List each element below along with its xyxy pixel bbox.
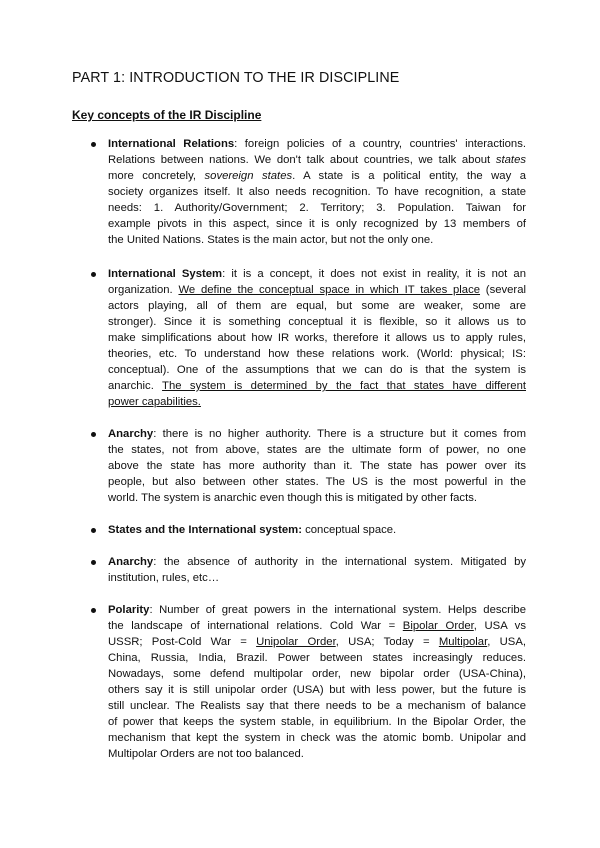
text-line	[108, 714, 526, 730]
text-segment: world. The system is anarchic even though this is mitigated by other facts.	[108, 492, 477, 504]
text-segment: sovereign states	[204, 170, 293, 182]
term-label: International Relations	[108, 138, 235, 150]
page-title: PART 1: INTRODUCTION TO THE IR DISCIPLINE	[72, 70, 400, 86]
text-segment: actors playing, all of them are equal, but some are weaker, some are	[108, 300, 526, 312]
list-item	[108, 602, 526, 762]
text-segment: people, but also between other states. The US is the most powerful in the	[108, 476, 526, 488]
text-segment: the landscape of international relations. Cold War =	[108, 620, 403, 632]
text-line	[108, 168, 526, 184]
text-segment: the states, not from above, states are the ultimate form of power, no one	[108, 444, 526, 456]
text-segment: society organizes itself. It also needs recognition. To have recognition, a state	[108, 186, 526, 198]
text-line	[108, 666, 526, 682]
text-segment: (several	[480, 284, 526, 296]
text-segment: . A state is a political entity, the way a	[292, 170, 526, 182]
text-line	[108, 152, 526, 168]
text-segment: make simplifications about how IR works, therefore it allows us to apply rules,	[108, 332, 526, 344]
text-line	[108, 634, 526, 650]
list-item	[108, 554, 526, 586]
text-segment: the United Nations. States is the main actor, but not the only one.	[108, 234, 434, 246]
text-line	[108, 458, 526, 474]
text-segment: We define the conceptual space in which IT takes place	[178, 284, 481, 296]
text-segment: Multipolar Orders are not too balanced.	[108, 748, 304, 760]
text-line	[108, 298, 526, 314]
text-segment: , USA,	[487, 636, 526, 648]
text-segment: : there is no higher authority. There is a structure but it comes from	[153, 428, 526, 440]
list-item	[108, 136, 526, 248]
text-segment: USSR; Post-Cold War =	[108, 636, 257, 648]
text-line	[108, 490, 526, 506]
text-line	[108, 232, 526, 248]
text-segment: Nowadays, some defend multipolar order, new bipolar order (USA-China),	[108, 668, 526, 680]
bullet-icon	[91, 432, 96, 437]
text-segment: : foreign policies of a country, countries' interactions.	[234, 138, 526, 150]
text-line	[108, 346, 526, 362]
text-segment: : Number of great powers in the international system. Helps describe	[149, 604, 526, 616]
text-line	[108, 216, 526, 232]
text-segment: others say it is still unipolar order (USA) but with less power, but the future is	[108, 684, 526, 696]
text-segment: conceptual). One of the assumptions that we can do is that the system is	[108, 364, 526, 376]
bullet-icon	[91, 528, 96, 533]
text-line	[108, 362, 526, 378]
text-line	[108, 570, 526, 586]
list-item	[108, 426, 526, 506]
text-line	[108, 698, 526, 714]
text-segment: stronger). Since it is something conceptual it is flexible, so it allows us to	[108, 316, 526, 328]
text-segment: , USA; Today =	[335, 636, 439, 648]
term-label: International System	[108, 268, 223, 280]
text-segment: Multipolar	[438, 636, 488, 648]
list-item	[108, 266, 526, 410]
text-line	[108, 314, 526, 330]
section-heading: Key concepts of the IR Discipline	[72, 108, 262, 122]
term-label: Polarity	[108, 604, 150, 616]
text-segment: power capabilities.	[108, 396, 201, 408]
bullet-icon	[91, 272, 96, 277]
bullet-icon	[91, 142, 96, 147]
text-segment: Bipolar Order	[402, 620, 474, 632]
text-line	[108, 378, 526, 394]
text-segment: China, Russia, India, Brazil. Power between states increasingly reduces.	[108, 652, 526, 664]
text-line	[108, 200, 526, 216]
text-segment: anarchic.	[108, 380, 163, 392]
text-line	[108, 650, 526, 666]
text-segment: example pivots in this aspect, since it is only recognized by 13 members of	[108, 218, 526, 230]
text-segment: above the state has more authority than it. The state has power over its	[108, 460, 526, 472]
text-segment: Relations between nations. We don't talk about countries, we talk about	[108, 154, 496, 166]
text-segment: mechanism that kept the system in check was the atomic bomb. Unipolar and	[108, 732, 526, 744]
text-segment: needs: 1. Authority/Government; 2. Territory; 3. Population. Taiwan for	[108, 202, 526, 214]
text-line	[108, 266, 526, 282]
text-segment: of power that keeps the system stable, in equilibrium. In the Bipolar Order, the	[108, 716, 526, 728]
text-line	[108, 282, 526, 298]
text-segment: Unipolar Order	[256, 636, 336, 648]
text-line	[108, 730, 526, 746]
text-segment: more concretely,	[108, 170, 205, 182]
text-segment: The system is determined by the fact that states have different	[162, 380, 526, 392]
text-segment: : it is a concept, it does not exist in reality, it is not an	[222, 268, 526, 280]
text-segment: states	[495, 154, 526, 166]
text-line	[108, 330, 526, 346]
term-label: States and the International system:	[108, 524, 302, 536]
text-line	[108, 682, 526, 698]
text-line	[108, 474, 526, 490]
text-line	[108, 184, 526, 200]
text-line	[108, 746, 526, 762]
text-segment: , USA vs	[473, 620, 526, 632]
text-segment: theories, etc. To understand how these relations work. (World: physical; IS:	[108, 348, 526, 360]
text-line	[108, 394, 526, 410]
text-line	[108, 442, 526, 458]
text-line	[108, 602, 526, 618]
text-segment: institution, rules, etc…	[108, 572, 220, 584]
list-item	[108, 522, 526, 538]
text-line	[108, 554, 526, 570]
term-label: Anarchy	[108, 428, 154, 440]
text-line	[108, 426, 526, 442]
text-segment: conceptual space.	[301, 524, 397, 536]
text-line	[108, 522, 526, 538]
bullet-icon	[91, 560, 96, 565]
text-line	[108, 136, 526, 152]
bullet-icon	[91, 608, 96, 613]
text-segment: : the absence of authority in the international system. Mitigated by	[153, 556, 526, 568]
text-segment: still unclear. The Realists say that there needs to be a mechanism of balance	[108, 700, 526, 712]
text-segment: organization.	[108, 284, 179, 296]
text-line	[108, 618, 526, 634]
term-label: Anarchy	[108, 556, 154, 568]
